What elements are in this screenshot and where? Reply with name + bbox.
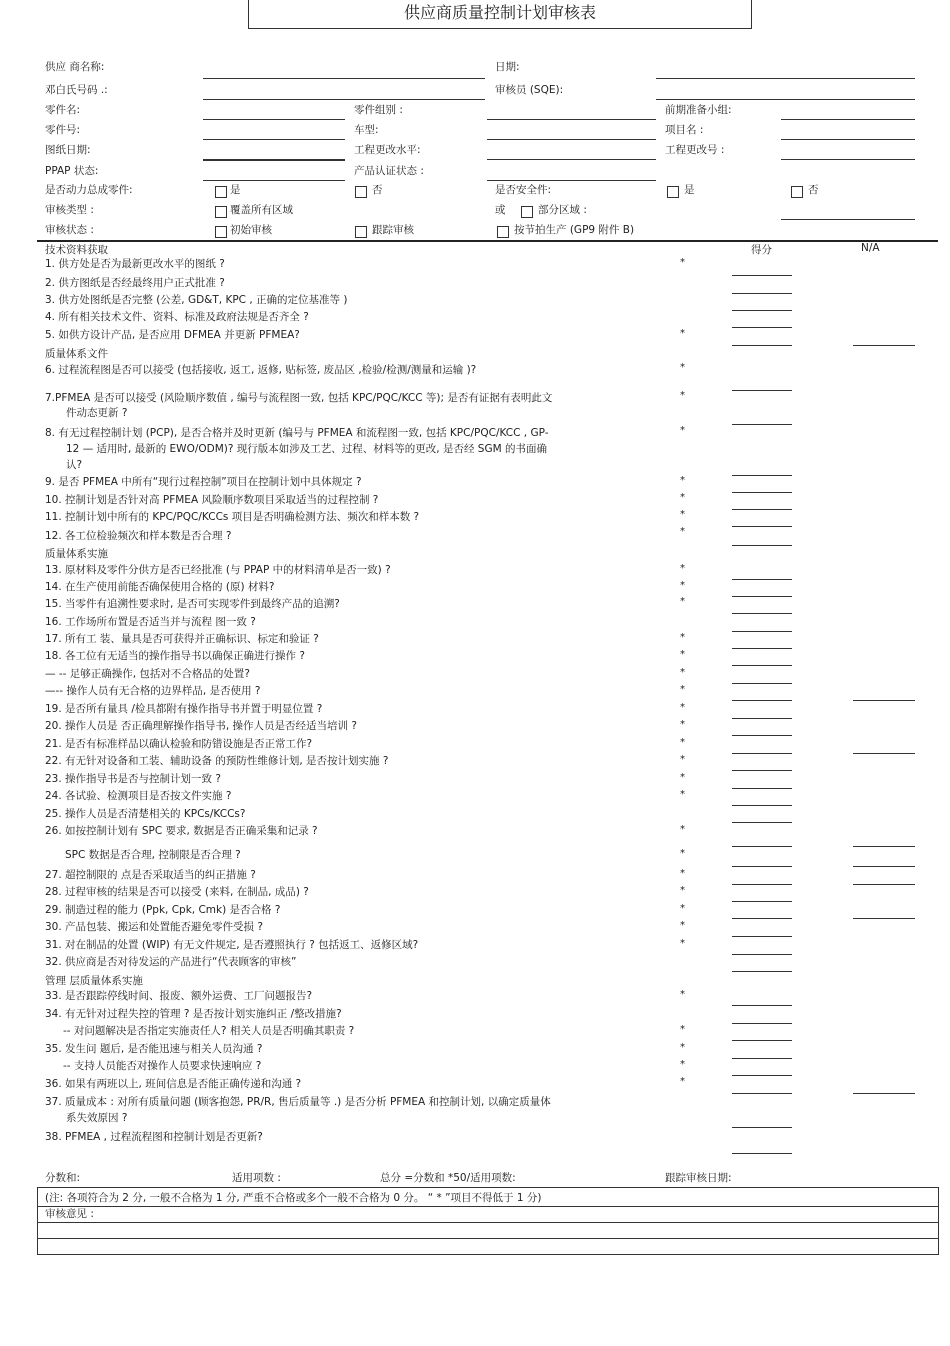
- score-field-19[interactable]: [732, 718, 792, 719]
- eng-change-no-field[interactable]: [781, 159, 915, 160]
- score-field-16[interactable]: [732, 631, 792, 632]
- score-field-32[interactable]: [732, 971, 792, 972]
- critical-star: *: [680, 563, 685, 574]
- critical-star: *: [680, 328, 685, 339]
- question-8: 8. 有无过程控制计划 (PCP), 是否合格并及时更新 (编号与 PFMEA 和流程图一致, 包括 KPC/PQC/KCC , GP-: [45, 427, 549, 439]
- partial-areas-checkbox[interactable]: [521, 206, 533, 218]
- question-22: 22. 有无针对设备和工装、辅助设备 的预防性维修计划, 是否按计划实施 ?: [45, 755, 389, 767]
- na-field-26b[interactable]: [853, 866, 915, 867]
- ppap-status-label: PPAP 状态:: [45, 165, 99, 177]
- na-field-21[interactable]: [853, 753, 915, 754]
- followup-date-label: 跟踪审核日期:: [665, 1172, 732, 1184]
- part-group-label: 零件组别 :: [354, 104, 403, 116]
- scoring-note: (注: 各项符合为 2 分, 一般不合格为 1 分, 严重不合格或多个一般不合格为 0 分。 “ * ”项目不得低于 1 分): [45, 1192, 542, 1204]
- question-2: 2. 供方图纸是否经最终用户正式批准 ?: [45, 277, 225, 289]
- question-29: 29. 制造过程的能力 (Ppk, Cpk, Cmk) 是否合格 ?: [45, 904, 281, 916]
- all-areas-checkbox[interactable]: [215, 206, 227, 218]
- critical-star: *: [680, 596, 685, 607]
- score-field-7[interactable]: [732, 424, 792, 425]
- duns-label: 邓白氏号码 .:: [45, 84, 108, 96]
- score-field-6[interactable]: [732, 390, 792, 391]
- question-23: 23. 操作指导书是否与控制计划一致 ?: [45, 773, 221, 785]
- eng-change-no-label: 工程更改号 :: [665, 144, 725, 156]
- question-31: 31. 对在制品的处置 (WIP) 有无文件规定, 是否遵照执行 ? 包括返工、返修区域?: [45, 939, 419, 951]
- total-score-label: 分数和:: [45, 1172, 81, 1184]
- question-37: 37. 质量成本 : 对所有质量问题 (顾客抱怨, PR/R, 售后质量等 .) 是否分析 PFMEA 和控制计划, 以确定质量体: [45, 1096, 551, 1108]
- critical-star: *: [680, 362, 685, 373]
- score-field-28[interactable]: [732, 901, 792, 902]
- critical-star: *: [680, 868, 685, 879]
- section-quality-docs: 质量体系文件: [45, 348, 108, 360]
- na-field-26[interactable]: [853, 846, 915, 847]
- question-18a: — -- 足够正确操作, 包括对不合格品的处置?: [45, 668, 251, 680]
- partial-areas-label: 部分区域 :: [538, 204, 587, 216]
- question-1: 1. 供方处是否为最新更改水平的图纸 ?: [45, 258, 225, 270]
- question-25: 25. 操作人员是否清楚相关的 KPCs/KCCs?: [45, 808, 246, 820]
- score-field-23[interactable]: [732, 788, 792, 789]
- question-26: 26. 如按控制计划有 SPC 要求, 数据是否正确采集和记录 ?: [45, 825, 318, 837]
- question-6: 6. 过程流程图是否可以接受 (包括接收, 返工, 返修, 贴标签, 废品区 ,检验/检测/测量和运输 )?: [45, 364, 477, 376]
- score-field-18b[interactable]: [732, 700, 792, 701]
- question-5: 5. 如供方设计产品, 是否应用 DFMEA 并更新 PFMEA?: [45, 329, 300, 341]
- eng-change-level-label: 工程更改水平:: [354, 144, 421, 156]
- question-11: 11. 控制计划中所有的 KPC/PQC/KCCs 项目是否明确检测方法、频次和样本数 ?: [45, 511, 420, 523]
- na-field-18b[interactable]: [853, 700, 915, 701]
- critical-star: *: [680, 885, 685, 896]
- question-15: 15. 当零件有追溯性要求时, 是否可实现零件到最终产品的追溯?: [45, 598, 340, 610]
- score-column-header: 得分: [751, 244, 772, 256]
- score-field-1[interactable]: [732, 275, 792, 276]
- critical-star: *: [680, 772, 685, 783]
- question-7-cont: 件动态更新 ?: [66, 407, 128, 419]
- score-field-4[interactable]: [732, 327, 792, 328]
- question-34a: -- 对问题解决是否指定实施责任人? 相关人员是否明确其职责 ?: [63, 1025, 355, 1037]
- date-label: 日期:: [495, 61, 520, 73]
- comments-row-3[interactable]: [37, 1238, 939, 1255]
- score-field-21[interactable]: [732, 753, 792, 754]
- powertrain-yes-checkbox[interactable]: [215, 186, 227, 198]
- question-17: 17. 所有工 装、量具是否可获得并正确标识、标定和验证 ?: [45, 633, 319, 645]
- na-field-36[interactable]: [853, 1093, 915, 1094]
- score-field-20[interactable]: [732, 735, 792, 736]
- critical-star: *: [680, 684, 685, 695]
- question-32: 32. 供应商是否对待发运的产品进行“代表顾客的审核”: [45, 956, 297, 968]
- score-field-35[interactable]: [732, 1058, 792, 1059]
- header-divider: [37, 240, 938, 242]
- question-34: 34. 有无针对过程失控的管理 ? 是否按计划实施纠正 /整改措施?: [45, 1008, 342, 1020]
- applicable-items-label: 适用项数 :: [232, 1172, 281, 1184]
- vehicle-label: 车型:: [354, 124, 379, 136]
- question-14: 14. 在生产使用前能否确保使用合格的 (原) 材料?: [45, 581, 275, 593]
- score-field-27[interactable]: [732, 884, 792, 885]
- score-field-34a[interactable]: [732, 1040, 792, 1041]
- safety-yes-checkbox[interactable]: [667, 186, 679, 198]
- critical-star: *: [680, 754, 685, 765]
- powertrain-label: 是否动力总成零件:: [45, 184, 133, 196]
- prep-team-label: 前期准备小组:: [665, 104, 732, 116]
- score-field-10[interactable]: [732, 509, 792, 510]
- score-field-26[interactable]: [732, 846, 792, 847]
- score-field-25[interactable]: [732, 822, 792, 823]
- powertrain-no-checkbox[interactable]: [355, 186, 367, 198]
- critical-star: *: [680, 1059, 685, 1070]
- followup-audit-checkbox[interactable]: [355, 226, 367, 238]
- followup-audit-label: 跟踪审核: [372, 224, 414, 236]
- comments-row[interactable]: [37, 1205, 939, 1223]
- partial-areas-field[interactable]: [781, 219, 915, 220]
- critical-star: *: [680, 920, 685, 931]
- question-10: 10. 控制计划是否针对高 PFMEA 风险顺序数项目采取适当的过程控制 ?: [45, 494, 379, 506]
- score-field-26b[interactable]: [732, 866, 792, 867]
- question-38: 38. PFMEA , 过程流程图和控制计划是否更新?: [45, 1131, 263, 1143]
- question-33: 33. 是否跟踪停线时间、报废、额外运费、工厂问题报告?: [45, 990, 313, 1002]
- initial-audit-checkbox[interactable]: [215, 226, 227, 238]
- question-28: 28. 过程审核的结果是否可以接受 (来料, 在制品, 成品) ?: [45, 886, 309, 898]
- question-35: 35. 发生问 题后, 是否能迅速与相关人员沟通 ?: [45, 1043, 263, 1055]
- question-37-cont: 系失效原因 ?: [66, 1112, 128, 1124]
- or-label: 或: [495, 204, 506, 216]
- question-9: 9. 是否 PFMEA 中所有“现行过程控制”项目在控制计划中具体规定 ?: [45, 476, 362, 488]
- part-number-label: 零件号:: [45, 124, 81, 136]
- score-field-33[interactable]: [732, 1005, 792, 1006]
- score-field-11[interactable]: [732, 526, 792, 527]
- score-field-3[interactable]: [732, 310, 792, 311]
- question-26b: SPC 数据是否合理, 控制限是否合理 ?: [65, 849, 241, 861]
- question-16: 16. 工作场所布置是否适当并与流程 图一致 ?: [45, 616, 256, 628]
- critical-star: *: [680, 257, 685, 268]
- date-field[interactable]: [656, 78, 915, 79]
- question-7: 7.PFMEA 是否可以接受 (风险顺序数值 , 编号与流程图一致, 包括 KPC/PQC/KCC 等); 是否有证据有表明此文: [45, 392, 553, 404]
- part-number-field[interactable]: [203, 139, 345, 140]
- score-field-2[interactable]: [732, 293, 792, 294]
- score-field-29[interactable]: [732, 918, 792, 919]
- comments-row-2[interactable]: [37, 1222, 939, 1239]
- score-field-36[interactable]: [732, 1093, 792, 1094]
- question-8-cont2: 认?: [66, 459, 83, 471]
- question-18: 18. 各工位有无适当的操作指导书以确保正确进行操作 ?: [45, 650, 305, 662]
- critical-star: *: [680, 938, 685, 949]
- critical-star: *: [680, 580, 685, 591]
- critical-star: *: [680, 719, 685, 730]
- run-at-rate-checkbox[interactable]: [497, 226, 509, 238]
- critical-star: *: [680, 667, 685, 678]
- score-field-8[interactable]: [732, 475, 792, 476]
- critical-star: *: [680, 390, 685, 401]
- comments-label: 审核意见 :: [45, 1208, 94, 1220]
- question-3: 3. 供方处图纸是否完整 (公差, GD&T, KPC , 正确的定位基准等 ): [45, 294, 348, 306]
- score-field-31[interactable]: [732, 954, 792, 955]
- na-field-27[interactable]: [853, 884, 915, 885]
- question-8-cont: 12 — 适用时, 最新的 EWO/ODM)? 现行版本如涉及工艺、过程、材料等的更改, 是否经 SGM 的书面确: [66, 443, 547, 455]
- all-areas-label: 覆盖所有区域: [230, 204, 293, 216]
- critical-star: *: [680, 425, 685, 436]
- part-name-label: 零件名:: [45, 104, 81, 116]
- score-field-37[interactable]: [732, 1127, 792, 1128]
- score-field-9[interactable]: [732, 492, 792, 493]
- question-27: 27. 超控制限的 点是否采取适当的纠正措施 ?: [45, 869, 256, 881]
- supplier-name-field[interactable]: [203, 78, 485, 79]
- initial-audit-label: 初始审核: [230, 224, 272, 236]
- question-19: 19. 是否所有量具 /检具都附有操作指导书并置于明显位置 ?: [45, 703, 323, 715]
- score-field-14[interactable]: [732, 596, 792, 597]
- critical-star: *: [680, 824, 685, 835]
- project-label: 项目名 :: [665, 124, 704, 136]
- safety-no-checkbox[interactable]: [791, 186, 803, 198]
- ppap-status-field[interactable]: [203, 180, 345, 181]
- score-field-30[interactable]: [732, 936, 792, 937]
- supplier-name-label: 供应 商名称:: [45, 61, 105, 73]
- score-field-22[interactable]: [732, 770, 792, 771]
- critical-star: *: [680, 649, 685, 660]
- score-field-15[interactable]: [732, 613, 792, 614]
- question-18b: —-- 操作人员有无合格的边界样品, 是否使用 ?: [45, 685, 261, 697]
- vehicle-field[interactable]: [487, 139, 656, 140]
- critical-star: *: [680, 632, 685, 643]
- critical-star: *: [680, 492, 685, 503]
- auditor-field[interactable]: [656, 99, 915, 100]
- score-field-35a[interactable]: [732, 1075, 792, 1076]
- question-21: 21. 是否有标准样品以确认检验和防错设施是否正常工作?: [45, 738, 313, 750]
- na-column-header: N/A: [861, 242, 880, 254]
- critical-star: *: [680, 1042, 685, 1053]
- score-field-18[interactable]: [732, 665, 792, 666]
- scoring-note-box: [37, 1187, 939, 1207]
- critical-star: *: [680, 989, 685, 1000]
- eng-change-level-field[interactable]: [487, 159, 656, 160]
- powertrain-no-label: 否: [372, 184, 383, 196]
- critical-star: *: [680, 475, 685, 486]
- question-13: 13. 原材料及零件分供方是否已经批准 (与 PPAP 中的材料清单是否一致) ?: [45, 564, 391, 576]
- auditor-label: 审核员 (SQE):: [495, 84, 564, 96]
- question-30: 30. 产品包装、搬运和处置能否避免零件受损 ?: [45, 921, 263, 933]
- score-field-13[interactable]: [732, 579, 792, 580]
- critical-star: *: [680, 1024, 685, 1035]
- section-tech-docs: 技术资料获取: [45, 244, 108, 256]
- audit-status-label: 审核状态 :: [45, 224, 94, 236]
- score-field-18a[interactable]: [732, 683, 792, 684]
- run-at-rate-label: 按节拍生产 (GP9 附件 B): [514, 224, 635, 236]
- critical-star: *: [680, 509, 685, 520]
- powertrain-yes-label: 是: [230, 184, 241, 196]
- question-35a: -- 支持人员能否对操作人员要求快速响应 ?: [63, 1060, 262, 1072]
- score-formula-label: 总分 =分数和 *50/适用项数:: [380, 1172, 516, 1184]
- score-field-34[interactable]: [732, 1023, 792, 1024]
- na-field-29[interactable]: [853, 918, 915, 919]
- question-36: 36. 如果有两班以上, 班间信息是否能正确传递和沟通 ?: [45, 1078, 302, 1090]
- part-name-field[interactable]: [203, 119, 345, 120]
- drawing-date-field[interactable]: [203, 159, 345, 161]
- section-quality-impl: 质量体系实施: [45, 548, 108, 560]
- critical-star: *: [680, 903, 685, 914]
- critical-star: *: [680, 789, 685, 800]
- product-cert-field[interactable]: [487, 180, 656, 181]
- part-group-field[interactable]: [487, 119, 656, 120]
- na-field-5[interactable]: [853, 345, 915, 346]
- project-field[interactable]: [781, 139, 915, 140]
- audit-type-label: 审核类型 :: [45, 204, 94, 216]
- question-4: 4. 所有相关技术文件、资料、标准及政府法规是否齐全 ?: [45, 311, 309, 323]
- question-12: 12. 各工位检验频次和样本数是否合理 ?: [45, 530, 232, 542]
- safety-label: 是否安全件:: [495, 184, 552, 196]
- drawing-date-label: 图纸日期:: [45, 144, 91, 156]
- critical-star: *: [680, 702, 685, 713]
- score-field-24[interactable]: [732, 805, 792, 806]
- section-management: 管理 层质量体系实施: [45, 975, 143, 987]
- score-field-17[interactable]: [732, 648, 792, 649]
- question-20: 20. 操作人员是 否正确理解操作指导书, 操作人员是否经适当培训 ?: [45, 720, 357, 732]
- score-field-12[interactable]: [732, 545, 792, 546]
- critical-star: *: [680, 848, 685, 859]
- question-24: 24. 各试验、检测项目是否按文件实施 ?: [45, 790, 232, 802]
- form-title: 供应商质量控制计划审核表: [248, 0, 752, 29]
- duns-field[interactable]: [203, 99, 485, 100]
- safety-yes-label: 是: [684, 184, 695, 196]
- critical-star: *: [680, 526, 685, 537]
- critical-star: *: [680, 1076, 685, 1087]
- score-field-5[interactable]: [732, 345, 792, 346]
- safety-no-label: 否: [808, 184, 819, 196]
- product-cert-label: 产品认证状态 :: [354, 165, 424, 177]
- critical-star: *: [680, 737, 685, 748]
- prep-team-field[interactable]: [781, 119, 915, 120]
- score-field-38[interactable]: [732, 1153, 792, 1154]
